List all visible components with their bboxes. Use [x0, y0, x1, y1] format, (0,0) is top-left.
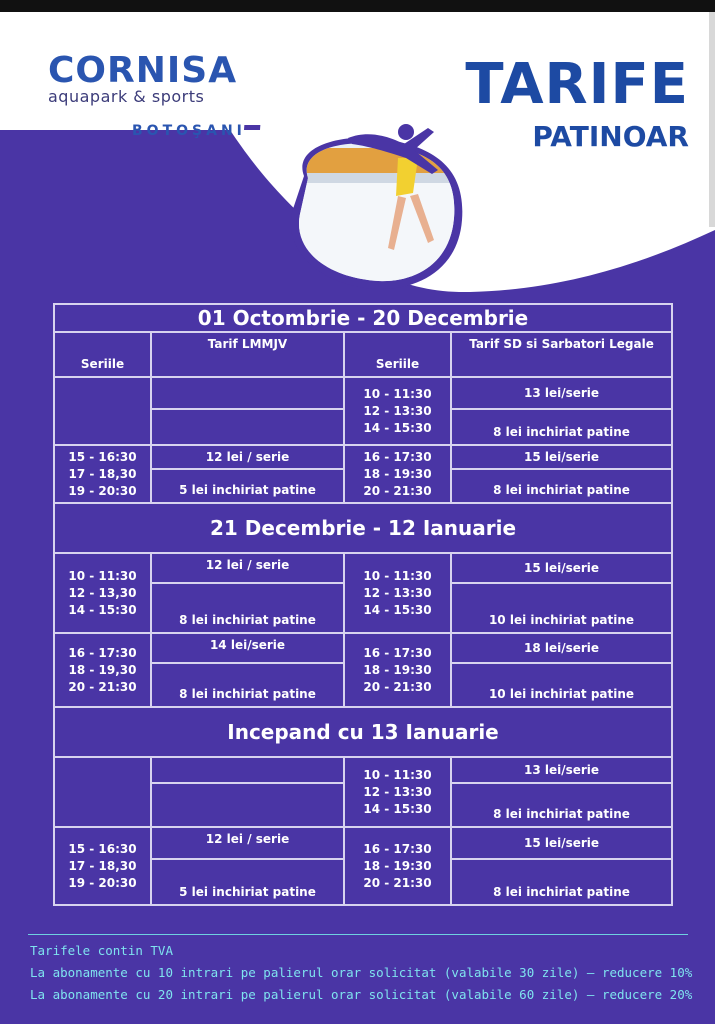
weekend-price: 15 lei/serie	[451, 827, 672, 859]
weekend-price: 13 lei/serie	[451, 757, 672, 783]
time-slot: 14 - 15:30	[68, 602, 137, 617]
week-price: 12 lei / serie	[151, 445, 344, 469]
weekend-times	[344, 633, 451, 707]
weekend-rent: 8 lei inchiriat patine	[451, 859, 672, 905]
week-price: 12 lei / serie	[151, 553, 344, 583]
tariff-weekend-header: Tarif SD si Sarbatori Legale	[451, 332, 672, 377]
time-slot: 18 - 19:30	[363, 662, 432, 677]
weekend-rent: 8 lei inchiriat patine	[451, 469, 672, 503]
week-times	[54, 827, 151, 905]
week-price: 12 lei / serie	[151, 827, 344, 859]
time-slot: 14 - 15:30	[363, 420, 432, 435]
time-slot: 10 - 11:30	[363, 767, 432, 782]
footer-notes	[30, 940, 700, 1006]
week-rent	[151, 783, 344, 827]
time-slot: 14 - 15:30	[363, 801, 432, 816]
time-slot: 17 - 18,30	[68, 466, 137, 481]
time-slot: 20 - 21:30	[363, 875, 432, 890]
week-price	[151, 377, 344, 409]
block-row	[54, 827, 672, 859]
weekend-price: 15 lei/serie	[451, 553, 672, 583]
page-title: TARIFE	[465, 52, 689, 117]
week-rent: 8 lei inchiriat patine	[151, 663, 344, 707]
week-times	[54, 377, 151, 445]
time-slot: 16 - 17:30	[363, 449, 432, 464]
weekend-times	[344, 827, 451, 905]
time-slot: 20 - 21:30	[363, 679, 432, 694]
time-slot: 10 - 11:30	[363, 568, 432, 583]
time-slot: 16 - 17:30	[363, 841, 432, 856]
time-slot: 16 - 17:30	[363, 645, 432, 660]
block-row	[54, 445, 672, 469]
time-slot: 12 - 13,30	[68, 585, 137, 600]
week-times	[54, 757, 151, 827]
weekend-price: 13 lei/serie	[451, 377, 672, 409]
time-slot: 12 - 13:30	[363, 784, 432, 799]
brand-name: CORNISA	[48, 50, 238, 91]
time-slot: 20 - 21:30	[68, 679, 137, 694]
time-slot: 18 - 19:30	[363, 858, 432, 873]
time-slot: 18 - 19,30	[68, 662, 137, 677]
period-row	[54, 503, 672, 553]
weekend-times	[344, 377, 451, 445]
time-slot: 15 - 16:30	[68, 449, 137, 464]
weekend-price: 15 lei/serie	[451, 445, 672, 469]
series-weekend-header: Seriile	[344, 332, 451, 377]
weekend-times	[344, 757, 451, 827]
weekend-times	[344, 445, 451, 503]
week-price	[151, 757, 344, 783]
week-rent: 5 lei inchiriat patine	[151, 859, 344, 905]
period-title: 21 Decembrie - 12 Ianuarie	[54, 503, 672, 553]
note-vat: Tarifele contin TVA	[30, 943, 173, 958]
note-discount-10: La abonamente cu 10 intrari pe palierul orar solicitat (valabile 30 zile) – reducere 10%	[30, 965, 693, 980]
time-slot: 19 - 20:30	[68, 875, 137, 890]
time-slot: 10 - 11:30	[363, 386, 432, 401]
header-row	[54, 332, 672, 377]
weekend-price: 18 lei/serie	[451, 633, 672, 663]
footer-divider	[28, 934, 688, 935]
time-slot: 20 - 21:30	[363, 483, 432, 498]
brand-city: BOTOŞANI	[132, 123, 246, 139]
weekend-rent: 10 lei inchiriat patine	[451, 663, 672, 707]
weekend-rent: 8 lei inchiriat patine	[451, 409, 672, 445]
series-header: Seriile	[54, 332, 151, 377]
week-times	[54, 445, 151, 503]
time-slot: 12 - 13:30	[363, 585, 432, 600]
week-rent	[151, 409, 344, 445]
time-slot: 10 - 11:30	[68, 568, 137, 583]
scrollbar[interactable]	[709, 12, 715, 227]
week-times	[54, 633, 151, 707]
time-slot: 12 - 13:30	[363, 403, 432, 418]
week-rent: 5 lei inchiriat patine	[151, 469, 344, 503]
time-slot: 16 - 17:30	[68, 645, 137, 660]
block-row	[54, 757, 672, 783]
brand-tagline: aquapark & sports	[48, 87, 205, 106]
week-price: 14 lei/serie	[151, 633, 344, 663]
block-row	[54, 553, 672, 583]
block-row	[54, 377, 672, 409]
period-title: 01 Octombrie - 20 Decembrie	[54, 304, 672, 332]
time-slot: 19 - 20:30	[68, 483, 137, 498]
time-slot: 17 - 18,30	[68, 858, 137, 873]
block-row	[54, 633, 672, 663]
week-times	[54, 553, 151, 633]
tariff-table	[53, 303, 673, 906]
time-slot: 18 - 19:30	[363, 466, 432, 481]
page-subtitle: PATINOAR	[532, 120, 689, 153]
weekend-rent: 10 lei inchiriat patine	[451, 583, 672, 633]
weekend-times	[344, 553, 451, 633]
brand-logo	[48, 50, 237, 91]
tariff-week-header: Tarif LMMJV	[151, 332, 344, 377]
weekend-rent: 8 lei inchiriat patine	[451, 783, 672, 827]
period-row	[54, 304, 672, 332]
week-rent: 8 lei inchiriat patine	[151, 583, 344, 633]
skater-photo	[278, 118, 478, 298]
time-slot: 14 - 15:30	[363, 602, 432, 617]
period-title: Incepand cu 13 Ianuarie	[54, 707, 672, 757]
time-slot: 15 - 16:30	[68, 841, 137, 856]
note-discount-20: La abonamente cu 20 intrari pe palierul orar solicitat (valabile 60 zile) – reducere 20%	[30, 987, 693, 1002]
period-row	[54, 707, 672, 757]
